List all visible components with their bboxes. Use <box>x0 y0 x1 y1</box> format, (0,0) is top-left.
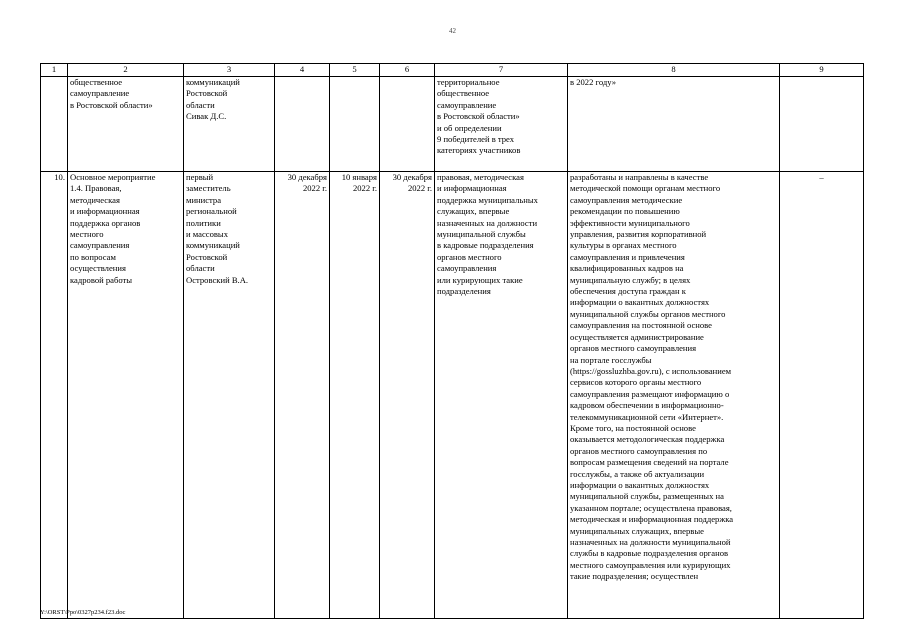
cell-planned-end-date <box>275 77 330 172</box>
cell-index: 10. <box>41 172 68 619</box>
cell-expected-result: правовая, методическая и информационная поддержка муниципальных служащих, впервые назначенных на должности муниципальной службы в кадровые подразделения органов местного самоуправления или курирующих такие подразделения <box>435 172 568 619</box>
cell-planned-end-date: 30 декабря 2022 г. <box>275 172 330 619</box>
cell-actual-result: в 2022 году» <box>568 77 780 172</box>
column-number: 3 <box>184 64 275 77</box>
table-row-continuation <box>41 77 864 172</box>
cell-reasons <box>780 77 864 172</box>
cell-actual-start-date <box>330 77 380 172</box>
footer-file-path: Y:\ORST\Ppo\0327p234.f23.doc <box>40 609 126 616</box>
cell-responsible: первый заместитель министра региональной политики и массовых коммуникаций Ростовской области Островский В.А. <box>184 172 275 619</box>
cell-actual-end-date: 30 декабря 2022 г. <box>380 172 435 619</box>
cell-index <box>41 77 68 172</box>
column-number: 9 <box>780 64 864 77</box>
column-number: 1 <box>41 64 68 77</box>
column-number: 4 <box>275 64 330 77</box>
table-row-item-10 <box>41 172 864 619</box>
cell-reasons: – <box>780 172 864 619</box>
cell-expected-result: территориальное общественное самоуправление в Ростовской области» и об определении 9 победителей в трех категориях участников <box>435 77 568 172</box>
cell-measure-name: Основное мероприятие 1.4. Правовая, методическая и информационная поддержка органов местного самоуправления по вопросам осуществления кадровой работы <box>68 172 184 619</box>
report-table <box>40 63 864 619</box>
cell-actual-end-date <box>380 77 435 172</box>
cell-actual-start-date: 10 января 2022 г. <box>330 172 380 619</box>
column-number: 8 <box>568 64 780 77</box>
column-number: 7 <box>435 64 568 77</box>
cell-measure-name: общественное самоуправление в Ростовской области» <box>68 77 184 172</box>
page-number: 42 <box>449 27 456 35</box>
cell-responsible: коммуникаций Ростовской области Сивак Д.С. <box>184 77 275 172</box>
column-number: 6 <box>380 64 435 77</box>
cell-actual-result: разработаны и направлены в качестве методической помощи органам местного самоуправления методические рекомендации по повышению эффективности муниципального управления, развития корпоративной культуры в органах местного самоуправления и привлечения квалифицированных кадров на муниципальную службу; в целях обеспечения доступа граждан к информации о вакантных должностях муниципальной службы органов местного самоуправления на постоянной основе осуществляется администрирование органов местного самоуправления на портале госслужбы (https://gossluzhba.gov.ru), с использованием сервисов которого органы местного самоуправления размещают информацию о кадровом обеспечении в информационно- телекоммуникационной сети «Интернет». Кроме того, на постоянной основе оказывается методологическая поддержка органов местного самоуправления по вопросам размещения сведений на портале госслужбы, а также об актуализации информации о вакантных должностях муниципальной службы, размещенных на указанном портале; осуществлена правовая, методическая и информационная поддержка муниципальных служащих, впервые назначенных на должности муниципальной службы в кадровые подразделения органов местного самоуправления или курирующих такие подразделения; осуществлен <box>568 172 780 619</box>
column-number-row <box>41 64 864 77</box>
column-number: 2 <box>68 64 184 77</box>
column-number: 5 <box>330 64 380 77</box>
